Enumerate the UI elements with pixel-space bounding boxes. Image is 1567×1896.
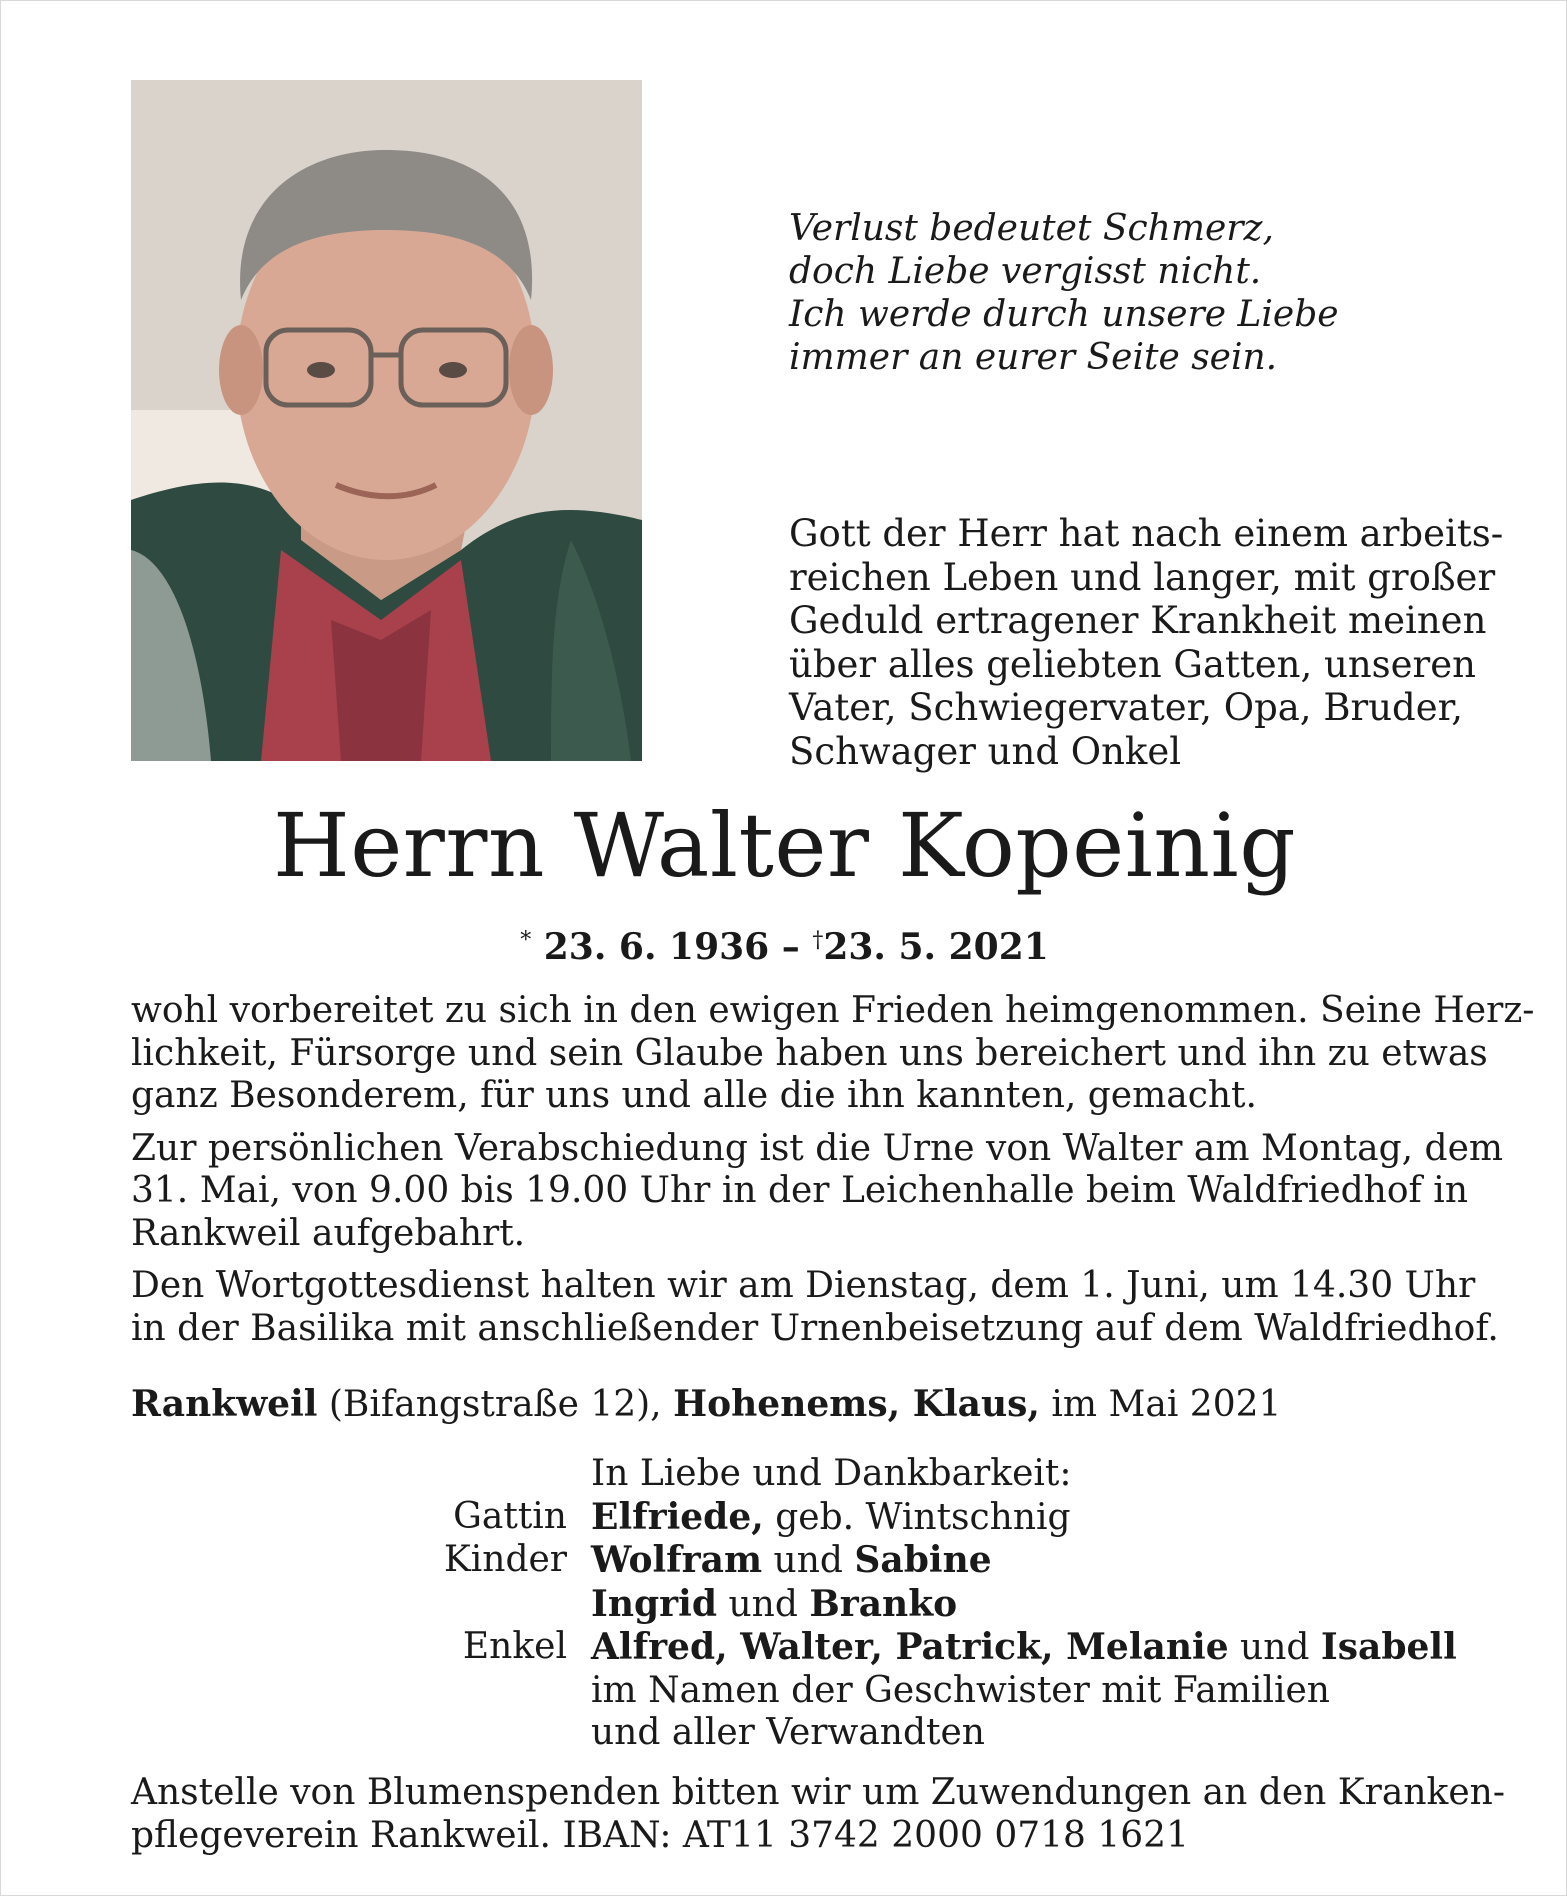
intro-line: Vater, Schwiegervater, Opa, Bruder, bbox=[789, 686, 1464, 729]
siblings-line: im Namen der Geschwister mit Familien bbox=[591, 1669, 1330, 1711]
grandchildren-label: Enkel bbox=[462, 1626, 567, 1667]
quote-line: Verlust bedeutet Schmerz, bbox=[789, 208, 1274, 249]
family-row bbox=[381, 1453, 1481, 1496]
child-partner: Sabine bbox=[854, 1539, 992, 1581]
footer-line: pflegeverein Rankweil. IBAN: AT11 3742 2000 0718 1621 bbox=[131, 1814, 1189, 1856]
family-row bbox=[381, 1712, 1481, 1755]
family-row bbox=[381, 1496, 1481, 1540]
child-partner: Branko bbox=[809, 1582, 958, 1625]
date-separator: – bbox=[781, 926, 800, 968]
death-date: 23. 5. 2021 bbox=[823, 926, 1049, 968]
body-line: Rankweil aufgebahrt. bbox=[131, 1212, 526, 1254]
quote-line: Ich werde durch unsere Liebe bbox=[789, 294, 1339, 335]
death-symbol: † bbox=[812, 928, 824, 953]
body-line: lichkeit, Fürsorge und sein Glaube haben uns bereichert und ihn zu etwas bbox=[131, 1032, 1488, 1074]
quote-line: immer an eurer Seite sein. bbox=[789, 337, 1278, 378]
family-row bbox=[381, 1583, 1481, 1627]
body-paragraph-2 bbox=[131, 1127, 1504, 1256]
deceased-name: Herrn Walter Kopeinig bbox=[272, 794, 1297, 897]
intro-line: Gott der Herr hat nach einem arbeits- bbox=[789, 512, 1504, 555]
family-list bbox=[381, 1453, 1481, 1755]
intro-line: reichen Leben und langer, mit großer bbox=[789, 555, 1496, 599]
birth-date: 23. 6. 1936 bbox=[543, 926, 770, 968]
body-line: wohl vorbereitet zu sich in den ewigen Frieden heimgenommen. Seine Herz- bbox=[131, 990, 1535, 1031]
announcement-intro bbox=[789, 512, 1504, 773]
body-paragraph-1 bbox=[131, 990, 1535, 1118]
birth-symbol: * bbox=[520, 928, 532, 953]
place-address: (Bifangstraße 12), bbox=[328, 1384, 662, 1425]
and-word: und bbox=[1240, 1627, 1310, 1668]
family-row bbox=[381, 1626, 1481, 1670]
announcement-body bbox=[131, 990, 1535, 1360]
family-row bbox=[381, 1670, 1481, 1713]
portrait-photo bbox=[131, 80, 642, 761]
grandchild-last: Isabell bbox=[1320, 1626, 1457, 1668]
body-paragraph-3 bbox=[131, 1265, 1499, 1350]
footer-line: Anstelle von Blumenspenden bitten wir um Zuwendungen an den Kranken- bbox=[131, 1772, 1505, 1813]
child-name: Ingrid bbox=[591, 1582, 717, 1625]
place-towns: Hohenems, Klaus, bbox=[673, 1383, 1040, 1425]
grandchildren-names: Alfred, Walter, Patrick, Melanie bbox=[591, 1626, 1229, 1668]
place-town: Rankweil bbox=[131, 1383, 318, 1425]
spouse-label: Gattin bbox=[453, 1495, 567, 1537]
and-word: und bbox=[728, 1583, 798, 1625]
family-row bbox=[381, 1539, 1481, 1583]
child-name: Wolfram bbox=[591, 1539, 763, 1581]
intro-line: Geduld ertragener Krankheit meinen bbox=[789, 599, 1487, 642]
body-line: Zur persönlichen Verabschiedung ist die Urne von Walter am Montag, dem bbox=[131, 1127, 1504, 1169]
children-label: Kinder bbox=[443, 1539, 567, 1580]
body-line: ganz Besonderem, für uns und alle die ihn kannten, gemacht. bbox=[131, 1075, 1257, 1116]
donation-note bbox=[131, 1772, 1505, 1857]
intro-line: über alles geliebten Gatten, unseren bbox=[789, 642, 1476, 686]
quote-line: doch Liebe vergisst nicht. bbox=[789, 251, 1262, 292]
portrait-illustration bbox=[131, 80, 642, 761]
body-line: in der Basilika mit anschließender Urnenbeisetzung auf dem Waldfriedhof. bbox=[131, 1307, 1499, 1349]
life-dates bbox=[1, 919, 1567, 969]
body-line: Den Wortgottesdienst halten wir am Dienstag, dem 1. Juni, um 14.30 Uhr bbox=[131, 1265, 1476, 1306]
spouse-born: geb. Wintschnig bbox=[775, 1496, 1071, 1538]
intro-line: Schwager und Onkel bbox=[789, 729, 1182, 773]
and-word: und bbox=[773, 1540, 843, 1581]
place-and-date bbox=[131, 1383, 1439, 1426]
spouse-name: Elfriede, bbox=[591, 1495, 764, 1538]
body-line: 31. Mai, von 9.00 bis 19.00 Uhr in der Leichenhalle beim Waldfriedhof in bbox=[131, 1170, 1469, 1211]
family-intro: In Liebe und Dankbarkeit: bbox=[591, 1453, 1072, 1494]
relatives-line: und aller Verwandten bbox=[591, 1712, 985, 1753]
place-month: im Mai 2021 bbox=[1051, 1384, 1282, 1425]
memorial-quote bbox=[789, 207, 1489, 379]
